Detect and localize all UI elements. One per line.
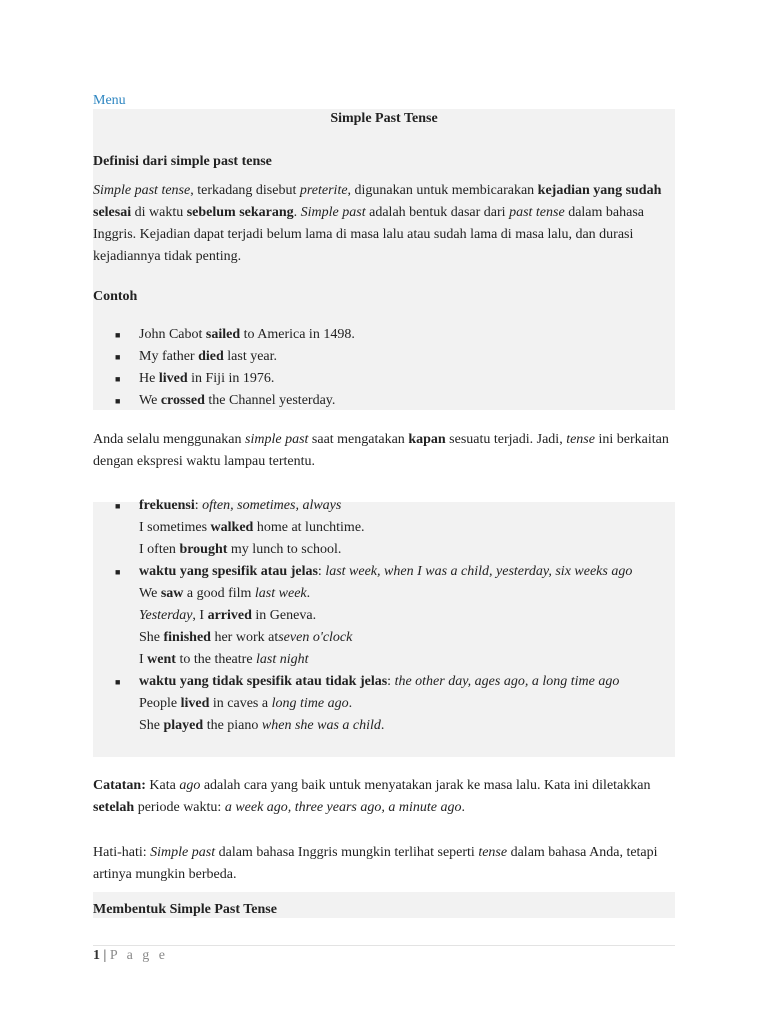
- bullet-icon: ■: [115, 374, 121, 384]
- example-sentence: [139, 627, 675, 649]
- text-run: in caves a: [209, 696, 272, 711]
- text-run: .: [293, 205, 301, 220]
- text-run: in Geneva.: [251, 608, 317, 623]
- text-run: adalah bentuk dasar dari: [365, 205, 510, 220]
- text-run: dalam bahasa Inggris mungkin terlihat seperti: [215, 845, 479, 860]
- text-run: adalah cara yang baik untuk menyatakan jarak ke masa lalu. Kata ini diletakkan: [200, 778, 651, 793]
- list-item: [93, 390, 675, 412]
- text-run: brought: [179, 542, 228, 557]
- text-run: ini berkaitan dengan ekspresi waktu lampau tertentu.: [93, 432, 669, 469]
- text-run: Anda selalu menggunakan: [93, 432, 246, 447]
- text-run: tense: [478, 845, 508, 860]
- text-run: her work at: [210, 630, 279, 645]
- text-run: crossed: [160, 393, 205, 408]
- definition-heading: Definisi dari simple past tense: [93, 154, 272, 169]
- text-run: preterite: [299, 183, 348, 198]
- text-run: home at lunchtime.: [253, 520, 365, 535]
- text-run: lived: [180, 696, 210, 711]
- text-run: Kata: [145, 778, 180, 793]
- text-run: a week ago, three years ago, a minute ago: [224, 800, 462, 815]
- text-run: We: [139, 586, 161, 601]
- text-run: died: [198, 349, 224, 364]
- text-run: Catatan:: [93, 778, 146, 793]
- footer-rule: [93, 945, 675, 946]
- contoh-heading: Contoh: [93, 289, 138, 304]
- document-title: Simple Past Tense: [330, 111, 438, 126]
- text-run: dalam bahasa Anda, tetapi artinya mungkin berbeda.: [93, 845, 658, 882]
- text-run: .: [461, 800, 465, 815]
- bullet-icon: ■: [115, 501, 121, 511]
- example-sentence: [139, 539, 675, 561]
- text-run: We: [139, 393, 161, 408]
- example-sentence: [139, 583, 675, 605]
- text-run: John Cabot: [139, 327, 206, 342]
- catatan-paragraph: [93, 775, 675, 819]
- example-sentence: [139, 715, 675, 737]
- text-run: , terkadang disebut: [190, 183, 300, 198]
- bullet-icon: ■: [115, 330, 121, 340]
- text-run: waktu yang tidak spesifik atau tidak jelas: [139, 674, 388, 689]
- example-sentence: [139, 517, 675, 539]
- text-run: .: [380, 718, 385, 733]
- text-run: saw: [160, 586, 184, 601]
- expression-heading: [139, 495, 675, 517]
- text-run: She: [139, 718, 164, 733]
- text-run: seven o'clock: [278, 630, 353, 645]
- list-item: [93, 495, 675, 561]
- example-sentence: [139, 693, 675, 715]
- text-run: to the theatre: [175, 652, 257, 667]
- text-run: last year.: [223, 349, 278, 364]
- menu-link[interactable]: Menu: [93, 93, 126, 108]
- page-number: 1: [93, 948, 100, 963]
- hati-hati-paragraph: [93, 842, 675, 886]
- bullet-icon: ■: [115, 567, 121, 577]
- text-run: .: [348, 696, 353, 711]
- text-run: sesuatu terjadi. Jadi,: [445, 432, 567, 447]
- text-run: He: [139, 371, 159, 386]
- text-run: kapan: [408, 432, 446, 447]
- page-label: P a g e: [109, 948, 169, 963]
- text-run: sebelum sekarang: [186, 205, 294, 220]
- text-run: my lunch to school.: [227, 542, 342, 557]
- text-run: Simple past: [150, 845, 216, 860]
- list-item: [93, 346, 675, 368]
- text-run: She: [139, 630, 164, 645]
- bullet-icon: ■: [115, 677, 121, 687]
- page-footer: [93, 945, 168, 967]
- text-run: simple past: [245, 432, 309, 447]
- text-run: kejadian yang sudah selesai: [93, 183, 662, 220]
- text-run: , digunakan untuk membicarakan: [347, 183, 538, 198]
- text-run: the other day, ages ago, a long time ago: [394, 674, 620, 689]
- text-run: sailed: [205, 327, 241, 342]
- text-run: finished: [163, 630, 211, 645]
- text-run: Hati-hati:: [93, 845, 151, 860]
- text-run: the piano: [203, 718, 262, 733]
- expression-heading: [139, 561, 675, 583]
- text-run: People: [139, 696, 181, 711]
- expression-heading: [139, 671, 675, 693]
- text-run: last week, when I was a child, yesterday, six weeks ago: [325, 564, 633, 579]
- text-run: in Fiji in 1976.: [187, 371, 275, 386]
- text-run: .: [306, 586, 311, 601]
- list-item: [93, 671, 675, 737]
- text-run: I often: [139, 542, 180, 557]
- text-run: I: [139, 652, 148, 667]
- text-run: My father: [139, 349, 199, 364]
- text-run: Simple past: [300, 205, 366, 220]
- text-run: arrived: [207, 608, 252, 623]
- text-run: :: [317, 564, 326, 579]
- definition-paragraph: [93, 180, 675, 268]
- bullet-icon: ■: [115, 352, 121, 362]
- text-run: lived: [158, 371, 188, 386]
- text-run: a good film: [183, 586, 255, 601]
- text-run: often, sometimes, always: [202, 498, 342, 513]
- text-run: past tense: [509, 205, 565, 220]
- text-run: went: [147, 652, 176, 667]
- bullet-icon: ■: [115, 396, 121, 406]
- list-item: [93, 561, 675, 671]
- text-run: dalam bahasa Inggris. Kejadian dapat terjadi belum lama di masa lalu atau sudah lama di masa lalu, dan durasi kejadiannya tidak penting.: [93, 205, 644, 264]
- text-run: last night: [256, 652, 309, 667]
- text-run: saat mengatakan: [308, 432, 409, 447]
- text-run: played: [163, 718, 204, 733]
- text-run: di waktu: [131, 205, 187, 220]
- expression-list: [93, 495, 675, 737]
- text-run: ago: [179, 778, 201, 793]
- text-run: :: [387, 674, 395, 689]
- membentuk-heading: Membentuk Simple Past Tense: [93, 902, 277, 917]
- example-sentence: [139, 649, 675, 671]
- text-run: Simple past tense: [93, 183, 191, 198]
- footer-separator: |: [100, 948, 110, 963]
- text-run: when she was a child: [261, 718, 381, 733]
- text-run: waktu yang spesifik atau jelas: [139, 564, 318, 579]
- list-item: [93, 324, 675, 346]
- text-run: setelah: [93, 800, 135, 815]
- text-run: Yesterday: [139, 608, 193, 623]
- text-run: the Channel yesterday.: [204, 393, 336, 408]
- list-item: [93, 368, 675, 390]
- anda-paragraph: [93, 429, 675, 473]
- example-sentence: [139, 605, 675, 627]
- text-run: periode waktu:: [134, 800, 225, 815]
- text-run: I sometimes: [139, 520, 211, 535]
- contoh-list: [93, 324, 675, 412]
- text-run: last week: [254, 586, 307, 601]
- text-run: frekuensi: [139, 498, 195, 513]
- text-run: :: [194, 498, 203, 513]
- text-run: to America in 1498.: [240, 327, 355, 342]
- text-run: walked: [210, 520, 254, 535]
- text-run: tense: [566, 432, 595, 447]
- text-run: , I: [192, 608, 208, 623]
- text-run: long time ago: [271, 696, 349, 711]
